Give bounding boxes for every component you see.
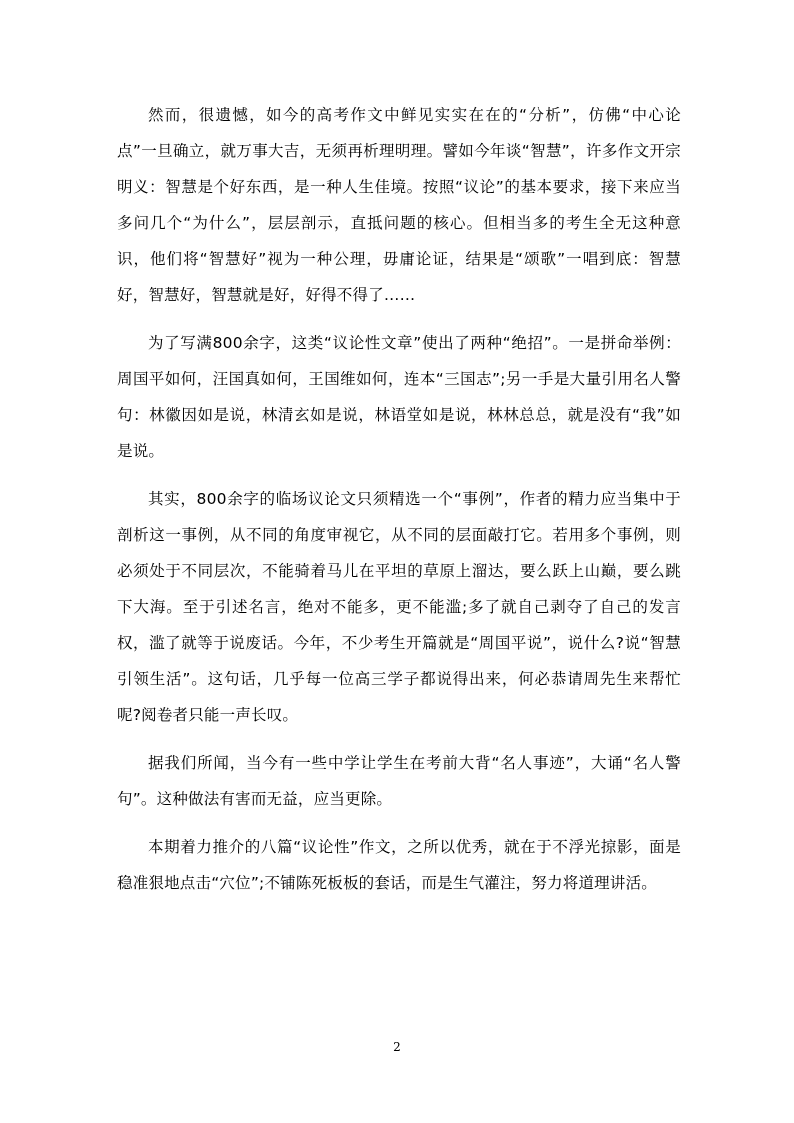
paragraph-4: 据我们所闻，当今有一些中学让学生在考前大背“名人事迹”，大诵“名人警句”。这种做法有害而无益，应当更除。 bbox=[117, 754, 681, 808]
page-number: 2 bbox=[393, 1040, 401, 1054]
body-text bbox=[117, 97, 681, 913]
paragraph-3: 其实，800余字的临场议论文只须精选一个“事例”，作者的精力应当集中于剖析这一事例，从不同的角度审视它，从不同的层面敲打它。若用多个事例，则必须处于不同层次，不能骑着马儿在平坦的草原上溜达，要么跃上山巅，要么跳下大海。至于引述名言，绝对不能多，更不能滥;多了就自己剥夺了自己的发言权，滥了就等于说废话。今年，不少考生开篇就是“周国平说”，说什么?说“智慧引领生活”。这句话，几乎每一位高三学子都说得出来，何必恭请周先生来帮忙呢?阅卷者只能一声长叹。 bbox=[117, 490, 681, 724]
paragraph-5: 本期着力推介的八篇“议论性”作文，之所以优秀，就在于不浮光掠影，面是稳准狠地点击“穴位”;不铺陈死板板的套话，而是生气灌注，努力将道理讲活。 bbox=[117, 838, 681, 892]
paragraph-2: 为了写满800余字，这类“议论性文章”使出了两种“绝招”。一是拼命举例：周国平如何，汪国真如何，王国维如何，连本“三国志”;另一手是大量引用名人警句：林徽因如是说，林清玄如是说，林语堂如是说，林林总总，就是没有“我”如是说。 bbox=[117, 334, 681, 460]
paragraph-1: 然而，很遗憾，如今的高考作文中鲜见实实在在的“分析”，仿佛“中心论点”一旦确立，就万事大吉，无须再析理明理。譬如今年谈“智慧”，许多作文开宗明义：智慧是个好东西，是一种人生佳境。按照“议论”的基本要求，接下来应当多问几个“为什么”，层层剖示，直抵问题的核心。但相当多的考生全无这种意识，他们将“智慧好”视为一种公理，毋庸论证，结果是“颂歌”一唱到底：智慧好，智慧好，智慧就是好，好得不得了…… bbox=[117, 106, 681, 304]
